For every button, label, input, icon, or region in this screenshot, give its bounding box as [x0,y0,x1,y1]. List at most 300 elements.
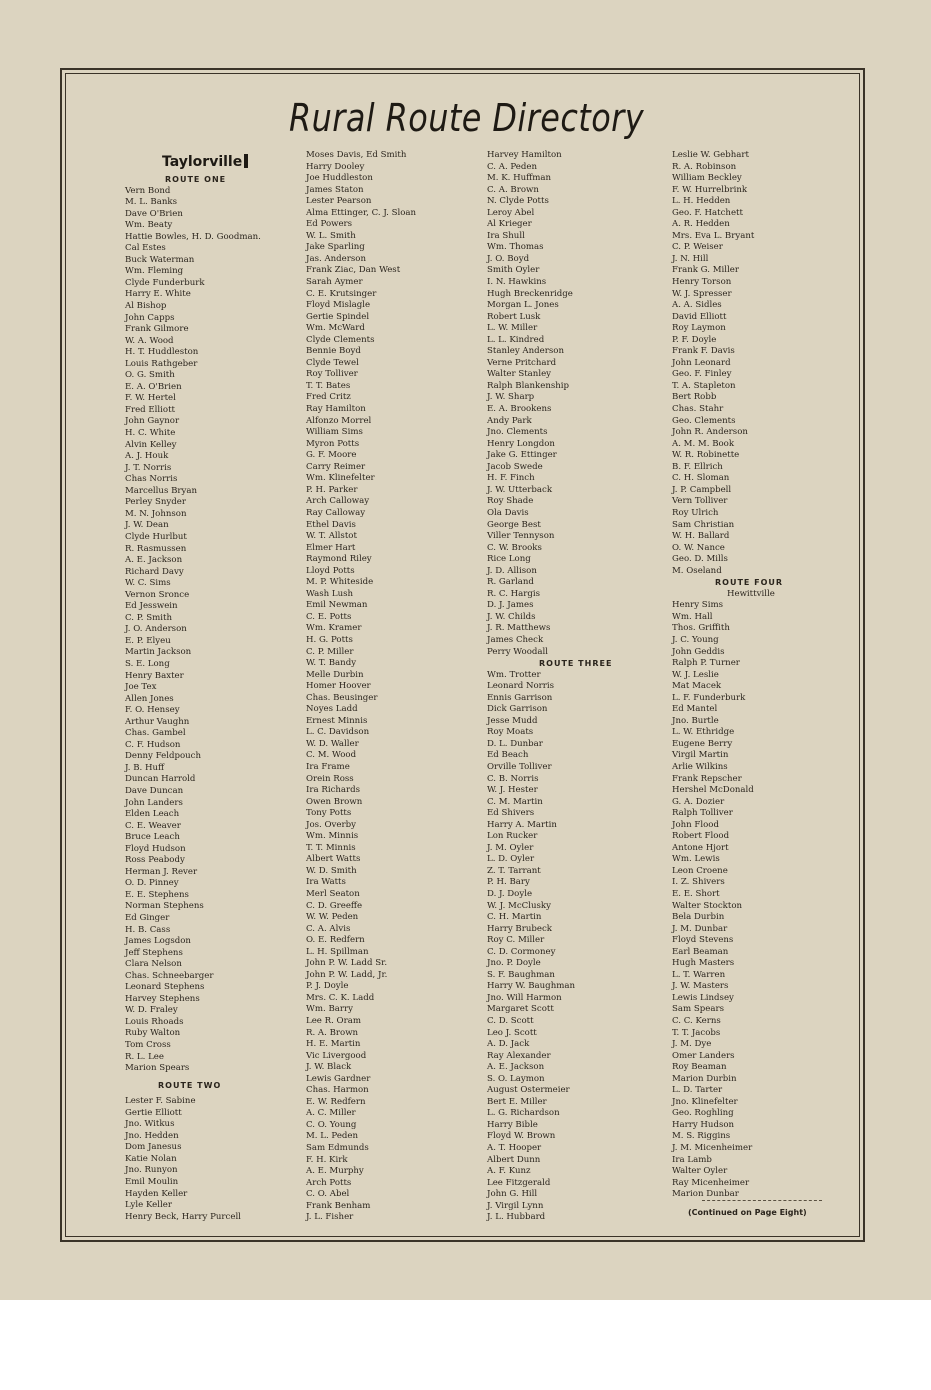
resident-name: Mrs. C. K. Ladd [306,992,375,1003]
resident-name: Alvin Kelley [125,439,177,450]
resident-name: E. A. Brookens [487,404,552,415]
resident-name: Dom Janesus [125,1142,182,1153]
resident-name: Joe Huddleston [306,173,373,184]
resident-name: Walter Oyler [672,1166,728,1177]
resident-name: D. L. Dunbar [487,738,543,749]
resident-name: Ralph Blankenship [487,380,570,391]
resident-name: Dave O'Brien [125,208,183,219]
resident-name: Harvey Hamilton [487,150,562,160]
resident-name: J. M. Micenheimer [672,1143,753,1154]
resident-name: J. R. Matthews [487,623,551,634]
continued-note: (Continued on Page Eight) [688,1208,807,1217]
town-mark-icon [244,154,248,168]
resident-name: Bruce Leach [125,832,180,843]
resident-name: Homer Hoover [306,681,371,692]
page-title: Rural Route Directory [289,96,645,140]
resident-name: Orville Tolliver [487,761,552,772]
resident-name: H. B. Cass [125,924,171,935]
resident-name: C. D. Greeffe [306,900,363,911]
resident-name: J. Virgil Lynn [487,1200,544,1211]
resident-name: C. A. Brown [487,184,539,195]
resident-name: Vic Livergood [306,1050,367,1061]
resident-name: A. F. Kunz [487,1166,531,1177]
resident-name: Roy Laymon [672,323,726,334]
resident-name: Verne Pritchard [487,357,557,368]
resident-name: Sam Edmunds [306,1143,369,1154]
resident-name: Floyd Mislagle [306,300,371,311]
resident-name: R. Rasmussen [125,543,187,554]
resident-name: Ed Shivers [487,808,535,819]
resident-name: Lyle Keller [125,1200,172,1211]
route-four-heading: ROUTE FOUR [715,578,784,588]
resident-name: Wm. Fleming [125,266,184,277]
resident-name: Jno. Clements [487,427,548,438]
resident-name: I. Z. Shivers [672,877,725,888]
resident-name: Geo. Roghling [672,1108,734,1119]
resident-name: L. D. Tarter [672,1085,723,1096]
resident-name: Alma Ettinger, C. J. Sloan [306,207,417,218]
resident-name: Wm. McWard [306,323,365,334]
resident-name: C. H. Martin [487,912,542,923]
resident-name: Jeff Stephens [125,947,183,958]
resident-name: Wm. Kramer [306,623,362,634]
resident-name: B. F. Ellrich [672,461,723,472]
resident-name: Jno. Witkus [125,1119,175,1130]
resident-name: E. A. O'Brien [125,381,182,392]
route-one-list [125,186,261,1075]
resident-name: Arch Potts [306,1177,352,1188]
resident-name: Jas. Anderson [306,253,366,264]
resident-name: J. P. Campbell [672,484,732,495]
resident-name: W. D. Waller [306,738,359,749]
resident-name: Allen Jones [125,693,174,704]
resident-name: R. Garland [487,577,534,588]
resident-name: W. J. Spresser [672,288,732,299]
resident-name: Virgil Martin [672,750,729,761]
resident-name: Jacob Swede [487,461,543,472]
resident-name: C. H. Sloman [672,473,730,484]
resident-name: Henry Baxter [125,670,184,681]
resident-name: Duncan Harrold [125,774,196,785]
resident-name: C. E. Weaver [125,820,181,831]
resident-name: Myron Potts [306,438,360,449]
resident-name: Henry Sims [672,600,724,611]
resident-name: R. A. Robinson [672,161,737,172]
resident-name: R. A. Brown [306,1027,359,1038]
resident-name: Merl Seaton [306,889,360,899]
resident-name: M. L. Banks [125,197,178,208]
resident-name: William Sims [306,427,363,438]
resident-name: Bennie Boyd [306,346,361,357]
resident-name: J. L. Hubbard [487,1212,546,1223]
resident-name: Jesse Mudd [487,715,538,726]
resident-name: John Landers [125,797,183,808]
resident-name: J. W. Dean [125,520,169,531]
resident-name: C. E. Krutsinger [306,288,377,299]
route-two-list-end [487,150,612,658]
resident-name: S. F. Baughman [487,969,555,980]
resident-name: Geo. D. Mills [672,554,728,565]
resident-name: W. W. Peden [306,912,359,923]
resident-name: Walter Stanley [487,369,552,380]
resident-name: George Best [487,519,541,530]
resident-name: Martin Jackson [125,647,192,658]
resident-name: Tony Potts [306,808,352,819]
resident-name: T. T. Bates [306,380,351,391]
resident-name: W. D. Smith [306,865,357,876]
resident-name: J. T. Norris [125,462,172,473]
resident-name: Margaret Scott [487,1004,554,1015]
resident-name: C. W. Brooks [487,542,542,553]
resident-name: Chas. Harmon [306,1085,369,1096]
resident-name: Chas Norris [125,474,178,485]
resident-name: Cal Estes [125,243,166,254]
resident-name: Emil Moulin [125,1177,179,1188]
resident-name: L. H. Spillman [306,946,369,957]
resident-name: C. P. Weiser [672,242,723,253]
resident-name: Harry Bible [487,1119,538,1130]
resident-name: L. W. Miller [487,323,538,334]
resident-name: Bert Robb [672,392,717,403]
resident-name: Lewis Lindsey [672,992,734,1003]
resident-name: C. C. Kerns [672,1016,721,1027]
hewittville-subheading: Hewittville [727,588,775,599]
resident-name: W. R. Robinette [672,450,740,461]
resident-name: J. W. Utterback [487,484,553,495]
resident-name: W. H. Ballard [672,531,730,542]
resident-name: Vern Bond [125,185,171,196]
resident-name: H. E. Martin [306,1039,361,1050]
resident-name: H. T. Huddleston [125,347,199,358]
resident-name: Ralph Tolliver [672,808,733,819]
resident-name: Wm. Thomas [487,242,544,253]
resident-name: Ed Mantel [672,704,718,715]
resident-name: Jno. P. Doyle [487,958,541,969]
resident-name: T. T. Minnis [306,842,356,853]
route-two-heading: ROUTE TWO [158,1080,222,1090]
resident-name: J. W. Black [306,1062,352,1073]
resident-name: John G. Hill [487,1189,538,1200]
resident-name: Frank G. Miller [672,265,739,276]
resident-name: Vernon Sronce [125,589,190,600]
resident-name: E. W. Redfern [306,1096,366,1107]
resident-name: J. L. Fisher [306,1212,354,1223]
resident-name: T. T. Jacobs [672,1027,721,1038]
resident-name: Earl Beaman [672,946,729,957]
resident-name: G. F. Moore [306,450,357,461]
resident-name: J. O. Anderson [125,624,187,635]
resident-name: Ethel Davis [306,519,356,530]
resident-name: Ira Shull [487,230,525,241]
resident-name: A. J. Houk [125,451,169,462]
resident-name: Roy C. Miller [487,935,545,946]
resident-name: T. A. Stapleton [672,380,736,391]
resident-name: Wm. Hall [672,611,713,622]
resident-name: L. L. Kindred [487,334,545,345]
resident-name: Chas. Stahr [672,404,724,415]
resident-name: Arthur Vaughn [125,716,190,727]
resident-name: Albert Watts [306,854,361,865]
resident-name: Herman J. Rever [125,866,198,877]
resident-name: J. M. Dunbar [672,923,728,934]
resident-name: Richard Davy [125,566,184,577]
resident-name: M. Oseland [672,565,722,576]
resident-name: S. O. Laymon [487,1073,545,1084]
resident-name: Clyde Funderburk [125,277,205,288]
resident-name: Ed Jesswein [125,601,178,612]
resident-name: John Leonard [672,357,731,368]
resident-name: Moses Davis, Ed Smith [306,150,407,160]
resident-name: Henry Longdon [487,438,555,449]
resident-name: Floyd Hudson [125,843,186,854]
resident-name: James Logsdon [125,936,191,947]
resident-name: Harvey Stephens [125,993,200,1004]
resident-name: W. L. Smith [306,230,356,241]
resident-name: A. E. Jackson [487,1062,545,1073]
resident-name: R. C. Hargis [487,588,541,599]
resident-name: Jno. Will Harmon [487,992,562,1003]
resident-name: Ira Lamb [672,1154,712,1165]
resident-name: H. C. White [125,428,176,439]
resident-name: Perry Woodall [487,646,549,657]
resident-name: Elmer Hart [306,542,356,553]
resident-name: L. F. Funderburk [672,692,746,703]
resident-name: Jno. Hedden [125,1130,179,1141]
resident-name: W. J. Leslie [672,669,719,680]
resident-name: Ennis Garrison [487,692,553,703]
resident-name: James Check [487,634,544,645]
resident-name: Leo J. Scott [487,1027,537,1038]
resident-name: C. M. Wood [306,750,357,761]
resident-name: Hayden Keller [125,1188,188,1199]
resident-name: John P. W. Ladd Sr. [306,958,388,969]
resident-name: E. E. Short [672,889,720,899]
column-4 [672,150,783,1201]
resident-name: C. F. Hudson [125,739,181,750]
resident-name: Ruby Walton [125,1028,181,1039]
resident-name: C. O. Young [306,1119,357,1130]
resident-name: Smith Oyler [487,265,540,276]
resident-name: Frank Benham [306,1200,371,1211]
resident-name: Hugh Masters [672,958,735,969]
resident-name: Frank Repscher [672,773,742,784]
resident-name: F. W. Hurrelbrink [672,184,748,195]
resident-name: Floyd W. Brown [487,1131,556,1142]
resident-name: Louis Rhoads [125,1016,184,1027]
resident-name: Carry Reimer [306,461,366,472]
resident-name: L. H. Hedden [672,196,731,207]
resident-name: Ray Micenheimer [672,1177,750,1188]
resident-name: Jake Sparling [306,242,365,253]
resident-name: Katie Nolan [125,1153,177,1164]
resident-name: C. A. Peden [487,161,538,172]
resident-name: J. O. Boyd [487,253,530,264]
route-one-heading: ROUTE ONE [165,175,227,184]
resident-name: Geo. Clements [672,415,736,426]
resident-name: Roy Ulrich [672,507,719,518]
resident-name: Louis Rathgeber [125,358,198,369]
resident-name: Leonard Stephens [125,982,205,993]
resident-name: J. W. Masters [672,981,729,992]
resident-name: Alfonzo Morrel [306,415,372,426]
resident-name: Harry Brubeck [487,923,552,934]
resident-name: Jno. Runyon [125,1165,178,1176]
resident-name: S. E. Long [125,658,170,669]
resident-name: Thos. Griffith [672,623,730,634]
route-three-list [487,670,612,1224]
resident-name: Ira Watts [306,877,346,888]
resident-name: L. T. Warren [672,969,726,980]
town-name: Taylorville [162,154,243,170]
resident-name: Lee R. Oram [306,1016,361,1027]
resident-name: Melle Durbin [306,669,364,680]
resident-name: L. C. Davidson [306,727,370,738]
resident-name: Ola Davis [487,507,529,518]
resident-name: Omer Landers [672,1050,735,1061]
resident-name: Leon Croene [672,865,728,876]
resident-name: John Geddis [672,646,725,657]
resident-name: Harry A. Martin [487,819,557,830]
resident-name: C. B. Norris [487,773,539,784]
resident-name: H. F. Finch [487,473,535,484]
resident-name: O. W. Nance [672,542,725,553]
resident-name: Ira Frame [306,761,350,772]
resident-name: Al Bishop [125,301,167,312]
resident-name: W. J. McClusky [487,900,551,911]
resident-name: Ernest Minnis [306,715,368,726]
resident-name: P. H. Bary [487,877,530,888]
column-2 [306,150,416,1224]
resident-name: Tom Cross [125,1040,171,1051]
resident-name: F. W. Hertel [125,393,176,404]
resident-name: F. H. Kirk [306,1154,348,1165]
resident-name: M. L. Peden [306,1131,359,1142]
resident-name: John Gaynor [125,416,180,427]
route-three-heading: ROUTE THREE [539,659,613,669]
resident-name: Buck Waterman [125,254,195,265]
resident-name: Harry W. Baughman [487,981,576,992]
resident-name: C. D. Cormoney [487,946,556,957]
resident-name: Roy Moats [487,727,534,738]
resident-name: Frank Ziac, Dan West [306,265,401,276]
resident-name: Hugh Breckenridge [487,288,573,299]
resident-name: Wm. Trotter [487,669,541,680]
resident-name: Clyde Clements [306,334,375,345]
resident-name: Lester Pearson [306,196,372,207]
resident-name: Geo. F. Hatchett [672,207,743,218]
resident-name: Stanley Anderson [487,346,564,357]
resident-name: Marion Dunbar [672,1189,739,1200]
resident-name: Wash Lush [306,588,354,599]
resident-name: W. T. Bandy [306,658,357,669]
resident-name: H. G. Potts [306,634,353,645]
resident-name: Ed Beach [487,750,529,761]
resident-name: Perley Snyder [125,497,186,508]
resident-name: O. G. Smith [125,370,175,381]
resident-name: L. D. Oyler [487,854,535,865]
town-heading [162,150,261,174]
resident-name: John Flood [672,819,719,830]
resident-name: Frank F. Davis [672,346,735,357]
resident-name: Emil Newman [306,600,368,611]
resident-name: W. C. Sims [125,578,171,589]
resident-name: Morgan L. Jones [487,300,559,311]
resident-name: John P. W. Ladd, Jr. [306,969,388,980]
resident-name: Leonard Norris [487,681,555,692]
resident-name: Jos. Overby [306,819,356,830]
resident-name: A. D. Jack [487,1039,530,1050]
resident-name: W. T. Allstot [306,531,357,542]
resident-name: Z. T. Tarrant [487,865,541,876]
resident-name: Bela Durbin [672,912,725,923]
resident-name: David Elliott [672,311,727,322]
resident-name: Viller Tennyson [487,531,555,542]
resident-name: Bert E. Miller [487,1096,547,1107]
resident-name: Wm. Lewis [672,854,720,865]
resident-name: Wm. Barry [306,1004,353,1015]
resident-name: M. K. Huffman [487,173,552,184]
route-three-continued-list [672,150,783,577]
resident-name: W. D. Fraley [125,1005,178,1016]
resident-name: Floyd Stevens [672,935,734,946]
resident-name: Ed Ginger [125,913,170,923]
resident-name: Marcellus Bryan [125,485,198,496]
resident-name: Eugene Berry [672,738,733,749]
resident-name: Roy Shade [487,496,534,507]
resident-name: Marion Spears [125,1063,190,1074]
resident-name: Antone Hjort [672,842,729,853]
column-3 [487,150,612,1224]
resident-name: D. J. Doyle [487,889,533,899]
resident-name: O. D. Pinney [125,878,179,889]
resident-name: Andy Park [487,415,532,426]
resident-name: Frank Gilmore [125,324,189,335]
resident-name: Rice Long [487,554,531,565]
resident-name: A. M. M. Book [672,438,735,449]
resident-name: J. M. Oyler [487,842,534,853]
resident-name: Mrs. Eva L. Bryant [672,230,755,241]
resident-name: R. L. Lee [125,1051,164,1062]
resident-name: Wm. Beaty [125,220,173,231]
resident-name: P. J. Doyle [306,981,349,992]
resident-name: Ralph P. Turner [672,658,740,669]
resident-name: Noyes Ladd [306,704,358,715]
resident-name: A. R. Hedden [672,219,730,230]
resident-name: Ira Richards [306,785,361,796]
resident-name: Dick Garrison [487,704,548,715]
resident-name: Sam Christian [672,519,735,530]
resident-name: James Staton [306,184,364,195]
resident-name: Jno. Burtle [672,715,719,726]
resident-name: Elden Leach [125,809,180,820]
resident-name: Harry Hudson [672,1119,735,1130]
resident-name: Norman Stephens [125,901,204,912]
resident-name: G. A. Dozier [672,796,725,807]
resident-name: W. A. Wood [125,335,174,346]
resident-name: Sarah Aymer [306,277,363,288]
resident-name: Lloyd Potts [306,565,355,576]
resident-name: Fred Elliott [125,404,175,415]
resident-name: J. W. Childs [487,611,536,622]
resident-name: C. P. Smith [125,612,173,623]
resident-name: Owen Brown [306,796,363,807]
continued-divider [702,1200,822,1201]
resident-name: Harry Dooley [306,161,365,172]
resident-name: Hershel McDonald [672,785,754,796]
resident-name: C. M. Martin [487,796,543,807]
resident-name: Leroy Abel [487,207,535,218]
resident-name: Henry Torson [672,277,732,288]
